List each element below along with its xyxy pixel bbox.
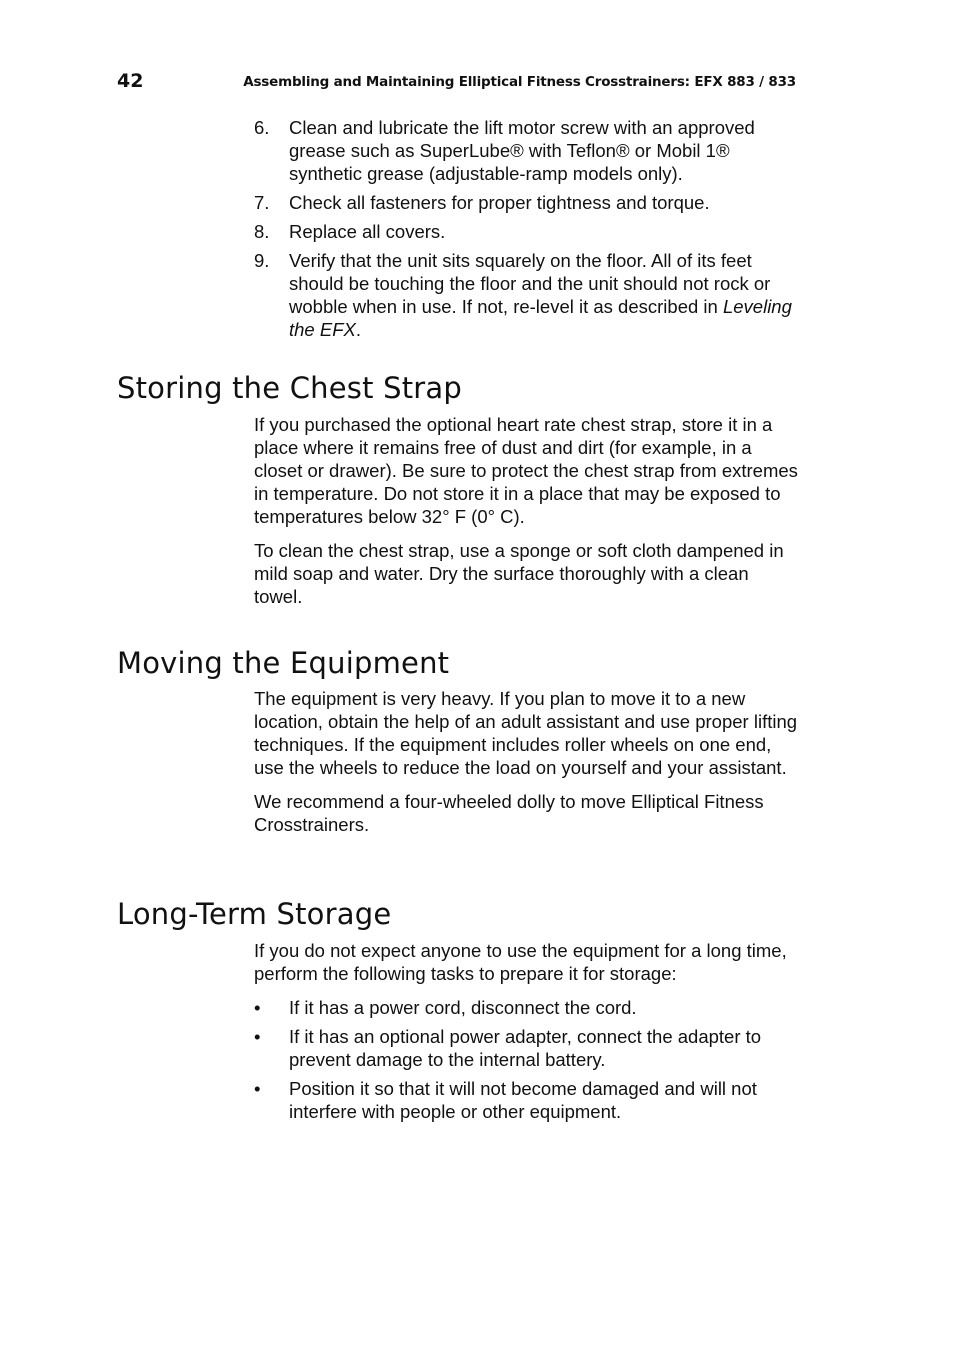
bullet-text: If it has a power cord, disconnect the cord. xyxy=(289,997,637,1018)
section-heading-moving: Moving the Equipment xyxy=(117,646,450,680)
step-number: 6. xyxy=(254,117,270,138)
bullet-icon: • xyxy=(254,997,261,1018)
step-text: Check all fasteners for proper tightness and torque. xyxy=(289,192,710,213)
paragraph: We recommend a four-wheeled dolly to move Elliptical Fitness Crosstrainers. xyxy=(254,791,764,835)
bullet-text: Position it so that it will not become damaged and will not interfere with people or other equipment. xyxy=(289,1078,757,1122)
list-item xyxy=(254,220,799,243)
list-item xyxy=(254,249,799,341)
section-body-moving xyxy=(254,687,799,847)
numbered-step-list xyxy=(254,116,799,347)
page-number: 42 xyxy=(117,70,144,92)
step-text: Clean and lubricate the lift motor screw with an approved grease such as SuperLube® with Teflon® or Mobil 1® synthetic grease (adjustable-ramp models only). xyxy=(289,117,755,184)
step-text: Replace all covers. xyxy=(289,221,446,242)
step-text xyxy=(289,250,792,340)
list-item xyxy=(254,1025,799,1071)
bullet-icon: • xyxy=(254,1078,261,1099)
list-item xyxy=(254,996,799,1019)
step-number: 7. xyxy=(254,192,270,213)
step-number: 8. xyxy=(254,221,270,242)
section-body-chest-strap xyxy=(254,413,799,619)
step-text-main: Verify that the unit sits squarely on the floor. All of its feet should be touching the floor and the unit should not rock or wobble when in use. If not, re-level it as described in xyxy=(289,250,771,317)
section-heading-chest-strap: Storing the Chest Strap xyxy=(117,371,462,405)
list-item xyxy=(254,1077,799,1123)
list-item xyxy=(254,116,799,185)
cross-reference: Leveling the EFX xyxy=(289,296,792,340)
running-header: Assembling and Maintaining Elliptical Fitness Crosstrainers: EFX 883 / 833 xyxy=(243,74,796,90)
paragraph: The equipment is very heavy. If you plan to move it to a new location, obtain the help of an adult assistant and use proper lifting techniques. If the equipment includes roller wheels on one end, use the wheels to reduce the load on yourself and your assistant. xyxy=(254,688,798,778)
step-text-suffix: . xyxy=(355,319,361,340)
step-number: 9. xyxy=(254,250,270,271)
section-body-long-term-storage xyxy=(254,939,799,996)
paragraph: To clean the chest strap, use a sponge or soft cloth dampened in mild soap and water. Dry the surface thoroughly with a clean towel. xyxy=(254,540,784,607)
storage-bullet-list xyxy=(254,996,799,1129)
section-heading-long-term-storage: Long-Term Storage xyxy=(117,897,392,931)
bullet-text: If it has an optional power adapter, connect the adapter to prevent damage to the internal battery. xyxy=(289,1026,762,1070)
paragraph: If you purchased the optional heart rate chest strap, store it in a place where it remains free of dust and dirt (for example, in a closet or drawer). Be sure to protect the chest strap from extremes in temperature. Do not store it in a place that may be exposed to temperatures below 32° F (0° C). xyxy=(254,414,798,527)
paragraph: If you do not expect anyone to use the equipment for a long time, perform the following tasks to prepare it for storage: xyxy=(254,940,787,984)
list-item xyxy=(254,191,799,214)
bullet-icon: • xyxy=(254,1026,261,1047)
